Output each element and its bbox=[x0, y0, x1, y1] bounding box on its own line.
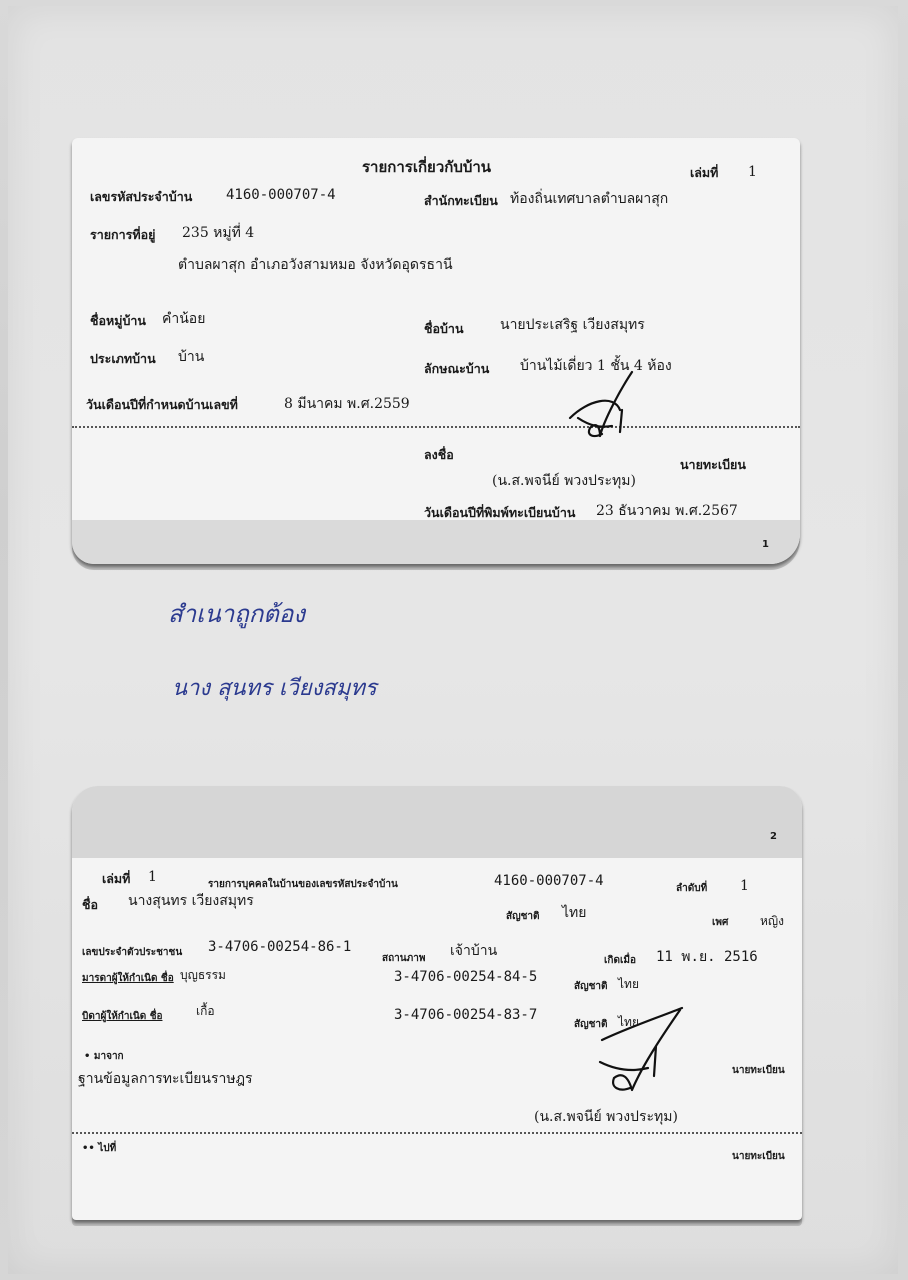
father-nationality-value: ไทย bbox=[618, 1015, 639, 1029]
book-label: เล่มที่ bbox=[102, 871, 131, 886]
birth-value: 11 พ.ย. 2516 bbox=[656, 949, 758, 965]
id-value: 3-4706-00254-86-1 bbox=[208, 939, 352, 955]
father-name: เกื้อ bbox=[196, 1004, 215, 1018]
registry-office-label: สำนักทะเบียน bbox=[424, 193, 498, 208]
house-name-value: นายประเสริฐ เวียงสมุทร bbox=[500, 317, 645, 333]
book-value: 1 bbox=[148, 869, 157, 885]
registrar-name: (น.ส.พจนีย์ พวงประทุม) bbox=[534, 1109, 678, 1125]
name-label: ชื่อ bbox=[82, 897, 98, 912]
registrar-label-2: นายทะเบียน bbox=[732, 1151, 785, 1162]
dotted-divider bbox=[72, 426, 800, 428]
house-name-label: ชื่อบ้าน bbox=[424, 321, 464, 336]
sex-label: เพศ bbox=[712, 917, 729, 928]
list-title: รายการบุคคลในบ้านของเลขรหัสประจำบ้าน bbox=[208, 879, 398, 890]
handwritten-certified-copy: สำเนาถูกต้อง bbox=[168, 600, 305, 628]
registrar-signature-2 bbox=[592, 1006, 692, 1096]
moved-to-label: •• ไปที่ bbox=[82, 1143, 117, 1154]
page-number: 1 bbox=[762, 539, 769, 550]
sign-label: ลงชื่อ bbox=[424, 447, 454, 462]
id-label: เลขประจำตัวประชาชน bbox=[82, 947, 183, 958]
birth-label: เกิดเมื่อ bbox=[604, 955, 636, 966]
name-value: นางสุนทร เวียงสมุทร bbox=[128, 893, 254, 909]
mother-nationality-label: สัญชาติ bbox=[574, 981, 608, 992]
registrar-label-1: นายทะเบียน bbox=[732, 1065, 785, 1076]
mother-nationality-value: ไทย bbox=[618, 977, 639, 991]
registrar-signature-1 bbox=[560, 370, 650, 446]
registrar-name: (น.ส.พจนีย์ พวงประทุม) bbox=[492, 473, 636, 489]
order-value: 1 bbox=[740, 878, 749, 894]
father-label: บิดาผู้ให้กำเนิด ชื่อ bbox=[82, 1011, 163, 1022]
status-label: สถานภาพ bbox=[382, 953, 426, 964]
house-type-value: บ้าน bbox=[178, 349, 205, 365]
handwritten-signer-name: นาง สุนทร เวียงสมุทร bbox=[172, 676, 377, 701]
house-id-label: เลขรหัสประจำบ้าน bbox=[90, 189, 193, 204]
father-id: 3-4706-00254-83-7 bbox=[394, 1007, 538, 1023]
moved-from-value: ฐานข้อมูลการทะเบียนราษฎร bbox=[78, 1071, 253, 1087]
mother-label: มารดาผู้ให้กำเนิด ชื่อ bbox=[82, 973, 174, 984]
print-date-label: วันเดือนปีที่พิมพ์ทะเบียนบ้าน bbox=[424, 505, 576, 520]
mother-id: 3-4706-00254-84-5 bbox=[394, 969, 538, 985]
book-value: 1 bbox=[748, 164, 757, 180]
registry-office-value: ท้องถิ่นเทศบาลตำบลผาสุก bbox=[510, 191, 669, 207]
address-label: รายการที่อยู่ bbox=[90, 227, 156, 242]
status-value: เจ้าบ้าน bbox=[450, 943, 498, 959]
order-label: ลำดับที่ bbox=[676, 883, 708, 894]
sex-value: หญิง bbox=[760, 914, 784, 928]
card-header-band bbox=[72, 786, 802, 858]
nationality-value: ไทย bbox=[562, 905, 587, 921]
house-details-card bbox=[72, 138, 800, 564]
mother-name: บุญธรรม bbox=[180, 968, 226, 982]
dotted-divider bbox=[72, 1132, 802, 1134]
address-line1: 235 หมู่ที่ 4 bbox=[182, 225, 255, 241]
village-value: คำน้อย bbox=[162, 311, 206, 327]
date-assigned-label: วันเดือนปีที่กำหนดบ้านเลขที่ bbox=[86, 397, 238, 412]
moved-from-label: • มาจาก bbox=[84, 1051, 124, 1062]
house-id-value: 4160-000707-4 bbox=[226, 187, 336, 203]
house-feature-label: ลักษณะบ้าน bbox=[424, 361, 490, 376]
card-footer-band bbox=[72, 520, 800, 564]
print-date-value: 23 ธันวาคม พ.ศ.2567 bbox=[596, 503, 738, 519]
house-id-value: 4160-000707-4 bbox=[494, 873, 604, 889]
father-nationality-label: สัญชาติ bbox=[574, 1019, 608, 1030]
house-type-label: ประเภทบ้าน bbox=[90, 351, 156, 366]
person-record-card bbox=[72, 786, 802, 1220]
nationality-label: สัญชาติ bbox=[506, 911, 540, 922]
address-line2: ตำบลผาสุก อำเภอวังสามหมอ จังหวัดอุดรธานี bbox=[178, 257, 453, 273]
page-number: 2 bbox=[770, 831, 777, 842]
house-feature-value: บ้านไม้เดี่ยว 1 ชั้น 4 ห้อง bbox=[520, 358, 672, 374]
registrar-label: นายทะเบียน bbox=[680, 457, 746, 472]
book-label: เล่มที่ bbox=[690, 165, 719, 180]
card-title: รายการเกี่ยวกับบ้าน bbox=[362, 158, 492, 176]
village-label: ชื่อหมู่บ้าน bbox=[90, 313, 146, 328]
date-assigned-value: 8 มีนาคม พ.ศ.2559 bbox=[284, 396, 410, 412]
